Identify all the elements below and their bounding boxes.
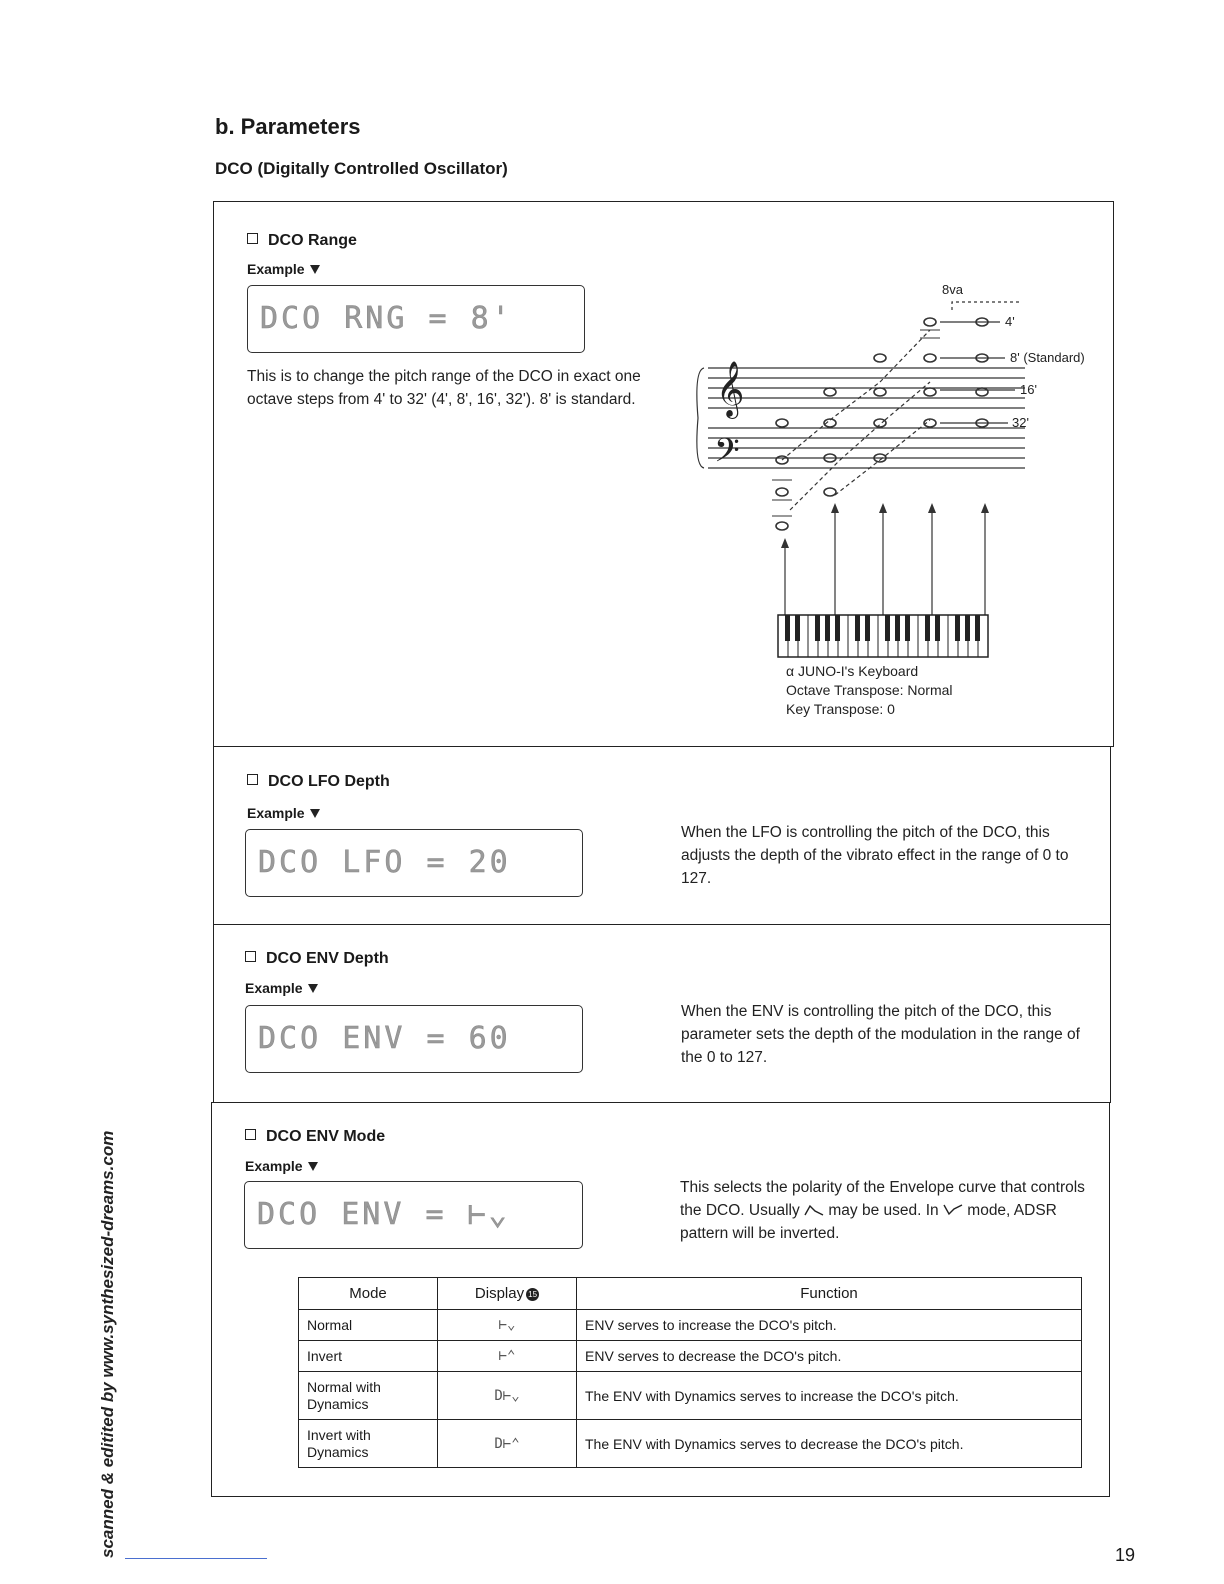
example-label: Example [245,1158,318,1174]
dco-envdepth-description: When the ENV is controlling the pitch of the DCO, this parameter sets the depth of the modulation in the range of the 0 to 127. [681,1003,1080,1066]
table-header-row [299,1278,1082,1310]
display-cell: D⊢⌄ [438,1372,577,1420]
keyboard-caption [786,662,953,719]
page-heading: b. Parameters [215,114,361,139]
svg-text:𝄢: 𝄢 [714,432,740,478]
checkbox-square-icon [245,1129,256,1140]
lcd-display-lfo: DCO LFO = 20 [245,829,583,897]
dco-range-description: This is to change the pitch range of the DCO in exact one octave steps from 4' to 32' (4', 8', 16', 32'). 8' is standard. [247,368,641,408]
mode-cell: Normal with Dynamics [299,1372,438,1420]
down-triangle-icon [308,1162,318,1171]
footer-rule [125,1558,267,1559]
down-triangle-icon [310,809,320,818]
envelope-normal-icon [804,1204,824,1216]
page-number: 19 [1115,1545,1136,1565]
example-label: Example [247,261,320,277]
col-function: Function [577,1278,1082,1310]
function-cell: The ENV with Dynamics serves to increase the DCO's pitch. [577,1372,1082,1420]
label-16ft: 16' [1020,382,1037,397]
checkbox-square-icon [245,951,256,962]
lcd-display-range: DCO RNG = 8' [247,285,585,353]
function-cell: ENV serves to decrease the DCO's pitch. [577,1341,1082,1372]
sidebar-credit: scanned & editited by www.synthesized-dreams.com [98,1130,117,1558]
checkbox-square-icon [247,233,258,244]
section-subheading: DCO (Digitally Controlled Oscillator) [215,159,508,178]
mode-cell: Invert [299,1341,438,1372]
number-badge-icon: 15 [526,1288,539,1301]
svg-text:𝄞: 𝄞 [716,361,745,417]
label-4ft: 4' [1005,314,1015,329]
lcd-display-envmode: DCO ENV = ⊢⌄ [244,1181,583,1249]
display-cell: D⊢⌃ [438,1420,577,1468]
table-row [299,1420,1082,1468]
dco-lfo-description: When the LFO is controlling the pitch of the DCO, this adjusts the depth of the vibrato effect in the range of 0 to 127. [681,824,1069,887]
lcd-display-envdepth: DCO ENV = 60 [245,1005,583,1073]
checkbox-square-icon [247,774,258,785]
keyboard-icon [778,615,988,657]
label-32ft: 32' [1012,415,1029,430]
col-display: Display 15 [438,1278,577,1310]
example-label: Example [245,980,318,996]
col-mode: Mode [299,1278,438,1310]
mode-cell: Invert with Dynamics [299,1420,438,1468]
mode-cell: Normal [299,1310,438,1341]
function-cell: ENV serves to increase the DCO's pitch. [577,1310,1082,1341]
label-8ft: 8' (Standard) [1010,350,1085,365]
table-row [299,1310,1082,1341]
table-row [299,1341,1082,1372]
keyboard-caption-key: Key Transpose: 0 [786,701,895,717]
dco-envmode-title: DCO ENV Mode [245,1128,385,1146]
display-cell: ⊢⌄ [438,1310,577,1341]
dco-envmode-description: This selects the polarity of the Envelope curve that controls the DCO. Usually may be used. In mode, ADSR pattern will be inverted. [680,1179,1085,1242]
table-row [299,1372,1082,1420]
label-8va: 8va [942,282,963,297]
down-triangle-icon [308,984,318,993]
keyboard-caption-title: α JUNO-I's Keyboard [786,663,919,679]
envelope-invert-icon [943,1204,963,1216]
dco-lfo-title: DCO LFO Depth [247,773,390,791]
example-label: Example [247,805,320,821]
function-cell: The ENV with Dynamics serves to decrease the DCO's pitch. [577,1420,1082,1468]
keyboard-caption-octave: Octave Transpose: Normal [786,682,953,698]
display-cell: ⊢⌃ [438,1341,577,1372]
dco-range-title: DCO Range [247,232,357,250]
dco-envdepth-title: DCO ENV Depth [245,950,389,968]
down-triangle-icon [310,265,320,274]
env-mode-table [298,1277,1082,1468]
